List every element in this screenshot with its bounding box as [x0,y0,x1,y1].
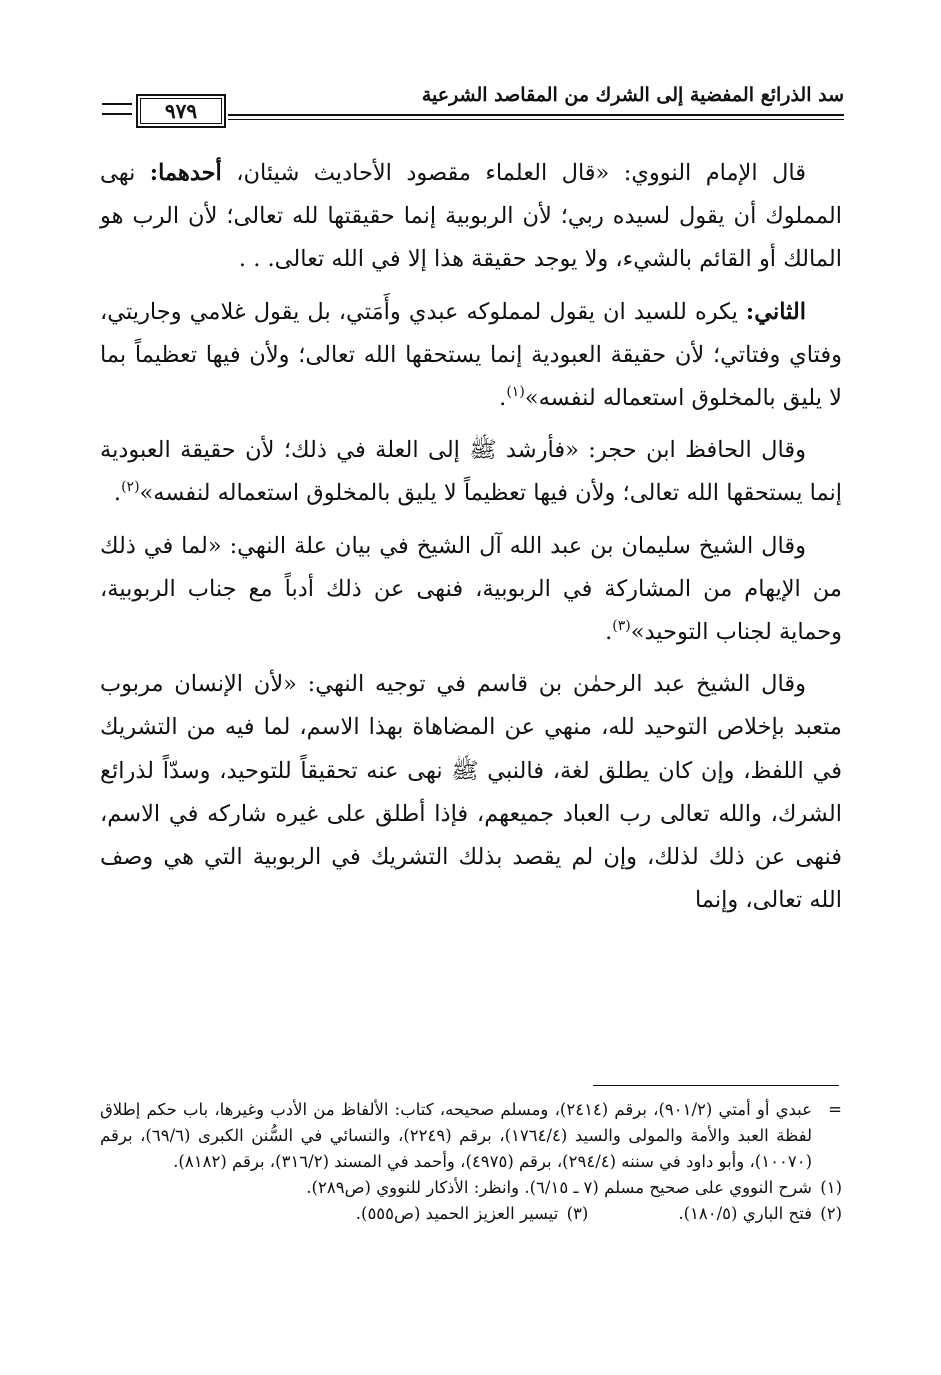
footnote-1-marker: (١) [820,1178,842,1197]
main-text [100,152,842,931]
continuation-marker: = [828,1100,842,1119]
ibn-qasim-quote: وقال الشيخ عبد الرحمٰن بن قاسم في توجيه النهي: «لأن الإنسان مربوب متعبد بإخلاص التوحيد لله، منهي عن المضاهاة بهذا الاسم، لما فيه من التشريك في اللفظ، وإن كان يطلق لغة، فالنبي ﷺ نهى عنه تحقيقاً للتوحيد، وسدّاً لذرائع الشرك، والله تعالى رب العباد جميعهم، فإذا أطلق على غيره شاركه في الاسم، فنهى عن ذلك لذلك، وإن لم يقصد بذلك التشريك في الربوبية التي هي وصف الله تعالى، وإنما [100,671,842,914]
paragraph-nawawi [100,152,842,282]
point-text-second: يكره للسيد ان يقول لمملوكه عبدي وأَمَتي، بل يقول غلامي وجاريتي، وفتاي وفتاتي؛ لأن حقيقة العبودية إنما يستحقها الله تعالى؛ ولأن فيها تعظيماً بما لا يليق بالمخلوق استعماله لنفسه» [100,298,842,412]
page-number-ornament [102,103,132,115]
sulayman-quote: وقال الشيخ سليمان بن عبد الله آل الشيخ في بيان علة النهي: «لما في ذلك من الإيهام من المشاركة في الربوبية، فنهى عن ذلك أدباً مع جناب الربوبية، وحماية لجناب التوحيد» [100,532,842,646]
header-rule [228,114,844,116]
footnote-3 [356,1201,589,1227]
footnote-separator [593,1085,839,1086]
paragraph-ibn-qasim [100,663,842,922]
point-label-second: الثاني: [745,298,806,325]
running-header [96,84,844,134]
footnote-continuation-text: عبدي أو أمتي (٩٠١/٢)، برقم (٢٤١٤)، ومسلم صحيحه، كتاب: الألفاظ من الأدب وغيرها، باب حكم إطلاق لفظة العبد والأمة والمولى والسيد (١٧٦٤/٤)، برقم (٢٢٤٩)، والنسائي في السُّنن الكبرى (٦٩/٦)، برقم (١٠٠٧٠)، وأبو داود في سننه (٢٩٤/٤)، برقم (٤٩٧٥)، وأحمد في المسند (٣١٦/٢)، برقم (٨١٨٢). [100,1100,812,1171]
footnote-ref-1[interactable]: (١) [506,384,525,401]
paragraph-second-point: الثاني: يكره للسيد ان يقول لمملوكه عبدي وأَمَتي، بل يقول غلامي وجاريتي، وفتاي وفتاتي؛ لأن حقيقة العبودية إنما يستحقها الله تعالى؛ ولأن فيها تعظيماً بما لا يليق بالمخلوق استعماله لنفسه»$^{(١)}$. [100,298,842,412]
footnote-2-marker: (٢) [820,1204,842,1223]
paragraph-ibn-hajar: وقال الحافظ ابن حجر: «فأرشد ﷺ إلى العلة في ذلك؛ لأن حقيقة العبودية إنما يستحقها الله تعالى؛ ولأن فيها تعظيماً لا يليق بالمخلوق استعماله لنفسه»$^{(٢)}$. [100,437,842,507]
footnote-ref-3[interactable]: (٣) [612,618,631,635]
footnote-1 [100,1175,842,1201]
ibn-hajar-quote: وقال الحافظ ابن حجر: «فأرشد ﷺ إلى العلة في ذلك؛ لأن حقيقة العبودية إنما يستحقها الله تعالى؛ ولأن فيها تعظيماً لا يليق بالمخلوق استعماله لنفسه» [100,437,842,507]
footnote-3-text: تيسير العزيز الحميد (ص٥٥٥). [355,1204,559,1223]
footnote-3-marker: (٣) [566,1204,589,1223]
page-number: ٩٧٩ [136,94,226,128]
footnote-ref-2[interactable]: (٢) [121,479,140,496]
footnote-2-text: فتح الباري (١٨٠/٥). [678,1204,812,1223]
header-rule-thin [228,119,844,120]
footnotes-2-3 [100,1201,842,1227]
point-label-first: أحدهما: [149,160,222,186]
footnote-2 [678,1201,842,1227]
point-text-first: نهى المملوك أن يقول لسيده ربي؛ لأن الربوبية إنما حقيقتها لله تعالى؛ لأن الرب هو المالك أو القائم بالشيء، ولا يوجد حقيقة هذا إلا في الله تعالى. . . [100,160,842,273]
header-title: سد الذرائع المفضية إلى الشرك من المقاصد الشرعية [421,84,844,106]
footnote-1-text: شرح النووي على صحيح مسلم (٧ ـ ٦/١٥). وانظر: الأذكار للنووي (ص٢٨٩). [306,1178,812,1197]
quote-intro: قال الإمام النووي: «قال العلماء مقصود الأحاديث شيئان، [236,160,807,186]
footnote-continuation [100,1097,842,1175]
paragraph-sulayman: وقال الشيخ سليمان بن عبد الله آل الشيخ في بيان علة النهي: «لما في ذلك من الإيهام من المشاركة في الربوبية، فنهى عن ذلك أدباً مع جناب الربوبية، وحماية لجناب التوحيد»$^{(٣)}$. [100,532,842,646]
footnotes [100,1097,842,1227]
